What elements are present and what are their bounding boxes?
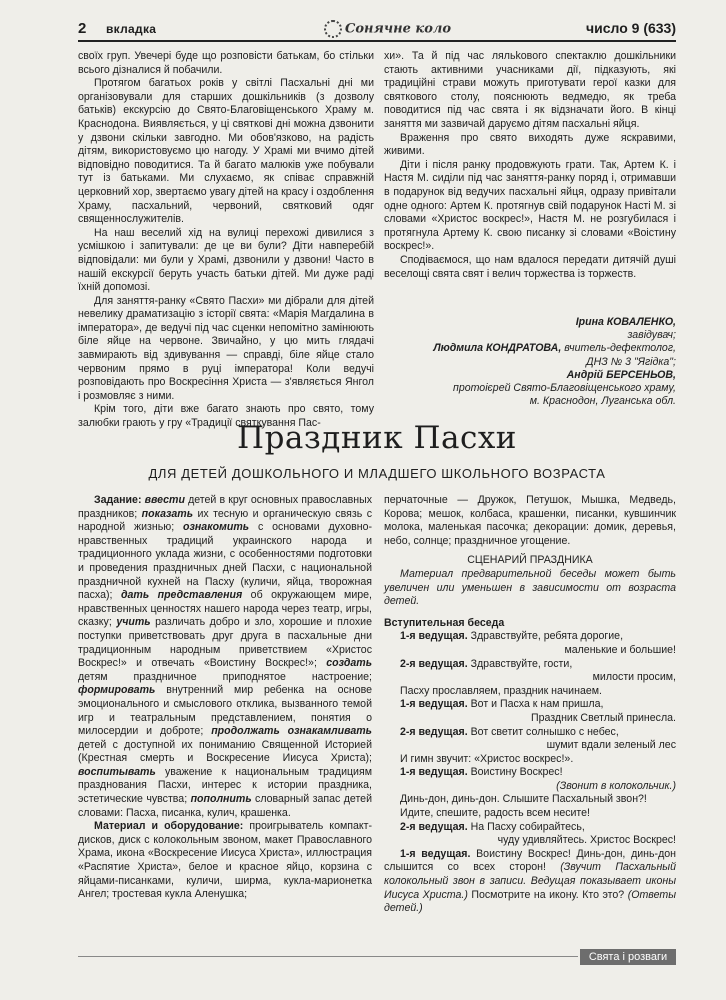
- task-text: об окружающем мире, нравственных ценностях нашего народа через театр, игры, сказку;: [78, 589, 372, 629]
- article-top-column-2: [384, 50, 676, 281]
- article-title: Праздник Пасхи: [237, 420, 517, 456]
- task-label: Задание:: [94, 494, 142, 506]
- task-keyword: показать: [141, 507, 194, 520]
- dialogue-line: [384, 766, 676, 793]
- materials-label: Материал и оборудование:: [94, 820, 244, 833]
- paragraph: Сподіваємося, що нам вдалося передати дитячій душі веселощі свята свят і велич торжества із торжеств.: [384, 253, 676, 280]
- line-text: Воистину Воскрес!: [470, 766, 563, 779]
- speaker: 1-я ведущая.: [400, 847, 471, 860]
- paragraph: Діти і після ранку продовжують грати. Так, Артем К. і Настя М. сиділи під час заняття-ранку поряд і, отримавши в подарунок від ведучих пасхальні яйця, одразу привітали одне одного: Артем К. протягнув свій подарунок Насті М. зі словами «Христос воскрес!», Настя М. не розгубилася і протягнула Артему К. свою писанку зі словами «Воістину воскрес!».: [384, 158, 676, 253]
- speaker: 2-я ведущая.: [400, 657, 468, 670]
- task-keyword: пополнить: [190, 793, 252, 806]
- task-keyword: дать представления: [120, 589, 243, 602]
- line-text: Здравствуйте, ребята дорогие,: [470, 630, 624, 643]
- task-text: детям праздничное приподнятое настроение;: [78, 670, 372, 683]
- dialogue-line: [384, 630, 676, 657]
- line-text: На Пасху собирайтесь,: [470, 820, 585, 833]
- line-text: Здравствуйте, гости,: [470, 657, 573, 670]
- article-main-column-2: [384, 494, 676, 916]
- author-signatures: [384, 316, 676, 408]
- line-text: шумит вдали зеленый лес: [546, 739, 676, 752]
- task-keyword: ознакомить: [183, 521, 250, 534]
- materials-text: проигрыватель компакт-дисков, диск с колокольным звоном, макет Православного Храма, икона «Воскресение Иисуса Христа», иллюстрация «Распятие Христа», белое и красное яйцо, корзина с яйцами-писанками, куличи, ширма, кукла-марионетка Ангел; тростевая кукла Аленушка;: [78, 820, 373, 901]
- line-text: Посмотрите на икону. Кто это?: [471, 888, 625, 901]
- speaker: 1-я ведущая.: [400, 766, 468, 779]
- speaker: 2-я ведущая.: [400, 725, 468, 738]
- author-role: протоієрей Свято-Благовіщенського храму,: [452, 382, 676, 395]
- stage-direction: (Ответы детей.): [384, 888, 676, 915]
- task-text: различать добро и зло, хорошие и плохие поступки приветствовать друг друга в пасхальные дни традиционным народным приветствием «Христос Воскрес!» и отвечать «Воистину Воскрес!»;: [78, 616, 372, 670]
- dialogue-line: [384, 848, 676, 916]
- article-main-column-1: [78, 494, 372, 902]
- author-name: Ірина КОВАЛЕНКО,: [575, 316, 676, 328]
- task-keyword: ввести: [144, 494, 185, 506]
- materials-paragraph: [78, 820, 372, 902]
- logo-text: Сонячне коло: [345, 21, 452, 37]
- task-text: словарный запас детей словами: Пасха, писанка, кулич, крашенка.: [78, 793, 372, 819]
- task-keyword: учить: [116, 616, 151, 629]
- dialogue-line: [384, 726, 676, 753]
- line-text: маленькие и большие!: [564, 643, 676, 656]
- line-text: милости просим,: [592, 671, 676, 684]
- task-keyword: формировать: [78, 684, 156, 697]
- paragraph: Для заняття-ранку «Свято Пасхи» ми дібрали для дітей невелику драматизацію з історії свята: «Марія Магдалина в імператора», де ведучі під час сценки непомітно замінюють біле яйце на червоне. Звичайно, у цю мить глядачі завмирають від здивування — справді, біле яйце стало червоним прямо в руці імператора! Коли ведучі розповідають про Воскресіння Христа — з'являється Янгол і розмовляє з ними.: [78, 294, 374, 402]
- author-role: м. Краснодон, Луганська обл.: [529, 395, 676, 408]
- line-text: чуду удивляйтесь. Христос Воскрес!: [497, 834, 676, 847]
- scenario-note: Материал предварительной беседы может быть увеличен или уменьшен в зависимости от возраста детей.: [384, 567, 676, 608]
- task-text: уважение к национальным традициям празднования Пасхи, интерес к истории праздника, эстетические чувства;: [78, 765, 372, 806]
- task-text: их тесную и органическую связь с народной жизнью;: [78, 507, 372, 534]
- line-text: Воистину Воскрес! Динь-дон, динь-дон слышится со всех сторон!: [384, 847, 676, 874]
- section-label: вкладка: [106, 22, 157, 36]
- author-name: Андрій БЕРСЕНЬОВ,: [566, 368, 676, 381]
- dialogue-line: [384, 658, 676, 685]
- scenario-title: СЦЕНАРИЙ ПРАЗДНИКА: [467, 554, 593, 567]
- line-text: Праздник Светлый принесла.: [530, 711, 676, 724]
- task-text: детей в круг основных православных праздников;: [78, 494, 372, 520]
- task-text: детей с доступной их пониманию Священной Историей (Крестная смерть и Воскресение Иисуса Христа);: [78, 738, 372, 765]
- page-header: [78, 20, 676, 42]
- task-paragraph: [78, 494, 372, 820]
- dialogue-line: [384, 821, 676, 848]
- intro-title: Вступительная беседа: [384, 616, 505, 629]
- dialogue-line: Идите, спешите, радость всем несите!: [400, 807, 590, 820]
- materials-continued: перчаточные — Дружок, Петушок, Мышка, Медведь, Корова; мешок, колбаса, крашенки, писанки, кувшинчик молока, маленькая пасочка; декорации: домик, деревья, небо, солнце; праздничное угощение.: [384, 494, 676, 547]
- paragraph: На наш веселий хід на вулиці перехожі дивилися з усмішкою і запитували: де це ви були? Діти навперебій відповідали: ми були у Храмі, дзвонили у дзвони! Часто в нашій екскурсії беруть участь батьки дітей. Ми дуже раді їхній допомозі.: [78, 226, 374, 294]
- article-top-column-1: [78, 50, 374, 431]
- issue-number: число 9 (633): [585, 20, 676, 36]
- task-text: внутренний мир ребенка на основе эмоционального и смыслового отклика, вызванного темой игр и театральным представлением, понятия о милосердии и доброте;: [78, 684, 372, 738]
- footer-rule: [78, 956, 578, 957]
- task-keyword: создать: [326, 657, 372, 670]
- speaker: 1-я ведущая.: [400, 630, 468, 643]
- task-keyword: воспитывать: [78, 765, 156, 778]
- paragraph: Протягом багатьох років у світлі Пасхальні дні ми організовували для старших дошкільників (з дозволу батьків) екскурсію до Свято-Благовіщенського Храму м. Краснодона. Виявляється, у ці святкові дні можна дзвонити у дзвони скільки завгодно. Ми обов'язково, на радість дітям, використовуємо цю нагоду. У Храмі ми вчимо дітей відповідно поводитися. Та й багато малюків уже побували тут із батьками. Ми слухаємо, як співає справжній церковний хор, звертаємо увагу дітей на красу і оздоблення Храму, пасхальний, червоний, святковий одяг священнослужителів.: [78, 77, 374, 226]
- speaker: 2-я ведущая.: [400, 820, 468, 833]
- stage-direction: (Звонит в колокольчик.): [556, 779, 676, 792]
- footer-section-label: Свята і розваги: [580, 949, 676, 965]
- speaker: 1-я ведущая.: [400, 698, 468, 711]
- task-keyword: продолжать ознакамливать: [211, 725, 372, 738]
- dialogue-line: Пасху прославляем, праздник начинаем.: [400, 684, 602, 697]
- line-text: Вот и Пасха к нам пришла,: [470, 698, 604, 711]
- magazine-logo: [324, 20, 451, 38]
- paragraph: Крім того, діти вже багато знають про свято, тому залюбки грають у гру «Традиції святкування Пас-: [78, 403, 374, 430]
- paragraph: Враження про свято виходять дуже яскравими, живими.: [384, 131, 676, 158]
- stage-direction: (Звучит Пасхальный колокольный звон в записи. Ведущая показывает иконы Иисуса Христа.): [384, 861, 676, 901]
- dialogue-line: Динь-дон, динь-дон. Слышите Пасхальный звон?!: [400, 793, 647, 806]
- author-role: завідувач;: [627, 329, 676, 342]
- paragraph: своїх груп. Увечері буде що розповісти батькам, бо стільки всього дізналися й побачили.: [78, 50, 374, 76]
- line-text: Вот светит солнышко с небес,: [470, 725, 619, 738]
- author-role: вчитель-дефектолог,: [564, 342, 676, 355]
- author-role: ДНЗ № 3 "Ягідка";: [586, 355, 676, 368]
- dialogue-line: [384, 698, 676, 725]
- article-subtitle: ДЛЯ ДЕТЕЙ ДОШКОЛЬНОГО И МЛАДШЕГО ШКОЛЬНОГО ВОЗРАСТА: [148, 466, 606, 481]
- author-name: Людмила КОНДРАТОВА,: [433, 342, 562, 355]
- paragraph: хи». Та й під час ляльkового спектаклю дошкільники стають активними учасниками дії, підказують, які традиційні страви можуть приготувати герої казки для святкового столу, пояснюють ведмедю, як треба поводитися під час свята і як відзначати його. В кінці заняття ми зазвичай даруємо дітям пасхальні яйця.: [384, 50, 676, 130]
- task-text: с основами духовно-нравственных традиций украинского народа и традиционного уклада жизни, с особенностями подготовки и проведения праздничных дней Пасхи, с национальной праздничной кухней на Пасху (куличи, яйца, творожная пасха);: [78, 521, 372, 602]
- sun-icon: [324, 20, 342, 38]
- page-number: 2: [78, 20, 87, 37]
- dialogue-line: И гимн звучит: «Христос воскрес!».: [400, 752, 574, 765]
